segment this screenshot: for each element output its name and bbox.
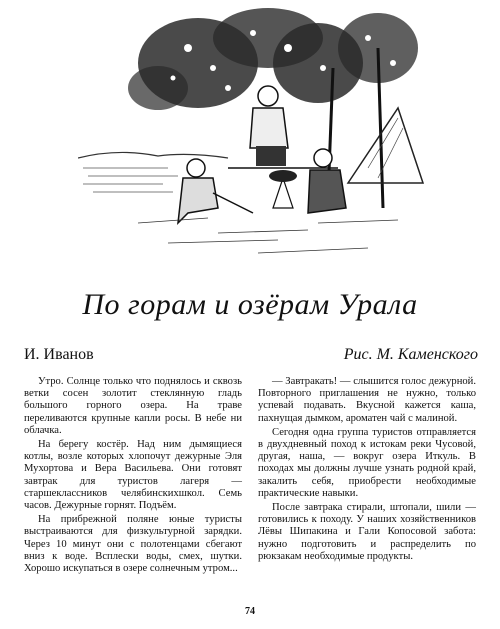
article-title: По горам и озёрам Урала [82,288,418,321]
paragraph: Сегодня одна группа туристов отправляется в двухдневный поход к истокам реки Чусовой, другая, наша, — вокруг озера Иткуль. В походах мы должны лучше узнать родной край, закалить себя, приобрести необходимые практические навыки. [258,426,476,499]
text-column-right [258,376,476,565]
paragraph: На берегу костёр. Над ним дымящиеся котлы, возле которых хлопочут дежурные Эля Мухортова и Вера Васильева. Они готовят завтрак для туристов лагеря — старшеклассников челябинскихшкол. Семь часов. Дежурные горнят. Подъём. [24,439,242,512]
paragraph: — Завтракать! — слышится голос дежурной. Повторного приглашения не нужно, только успевай подавать. Вкусной кажется каша, пахнущая дымком, ароматен чай с малиной. [258,376,476,424]
text-column-left [24,376,242,577]
illustrator-credit: Рис. М. Каменского [343,346,478,363]
campfire-illustration [78,8,428,270]
author-name: И. Иванов [24,346,94,363]
paragraph: На прибрежной поляне юные туристы выстраиваются для физкультурной зарядки. Через 10 минут они с полотенцами сбегают вниз к воде. Всплески воды, смех, шутки. Хорошо искупаться в озере солнечным утром... [24,514,242,575]
paragraph: После завтрака стирали, штопали, шили — готовились к походу. У наших хозяйственников Лёвы Шипакина и Гали Копосовой забота: нужно подготовить и распределить по рюкзакам необходимые продукты. [258,502,476,562]
page-number: 74 [245,606,255,617]
paragraph: Утро. Солнце только что поднялось и сквозь ветки сосен золотит стеклянную гладь большого горного озера. На траве переливаются крупные капли росы. В небе ни облачка. [24,376,242,436]
